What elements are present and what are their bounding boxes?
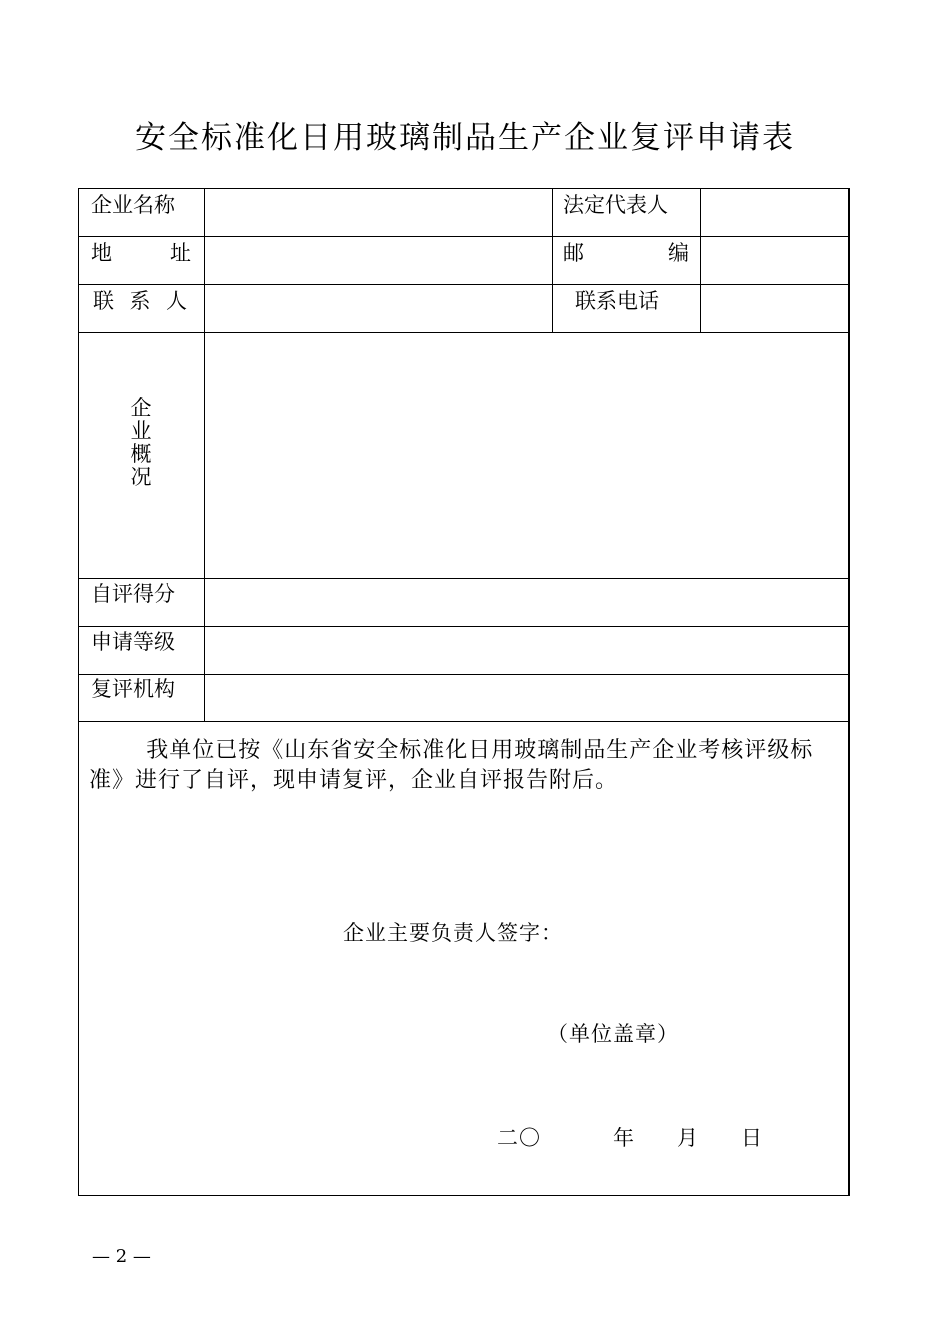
company-name-label: 企业名称: [91, 193, 175, 217]
company-name-field[interactable]: [205, 189, 551, 235]
application-form-table: [78, 188, 850, 1196]
signature-field[interactable]: [579, 907, 809, 947]
date-day-label: 日: [741, 1126, 763, 1150]
column-divider: [552, 189, 553, 332]
legal-representative-field[interactable]: [701, 189, 849, 235]
address-field[interactable]: [205, 237, 551, 283]
contact-person-field[interactable]: [205, 285, 551, 331]
declaration-section: [79, 722, 849, 1194]
self-score-label: 自评得分: [91, 582, 175, 606]
address-label: 地 址: [91, 241, 191, 265]
phone-label: 联系电话: [575, 289, 659, 313]
company-overview-label: 企 业 概 况: [130, 396, 152, 489]
date-prefix: 二〇: [497, 1126, 541, 1150]
signature-label: 企业主要负责人签字：: [343, 921, 563, 945]
postcode-label: 邮 编: [563, 241, 689, 265]
self-score-field[interactable]: [205, 579, 849, 625]
form-title: 安全标准化日用玻璃制品生产企业复评申请表: [135, 120, 795, 156]
apply-level-field[interactable]: [205, 627, 849, 673]
phone-field[interactable]: [701, 285, 849, 331]
page-number: — 2 —: [92, 1246, 151, 1267]
date-year-label: 年: [613, 1126, 635, 1150]
stamp-label: （单位盖章）: [547, 1022, 679, 1046]
declaration-text: 我单位已按《山东省安全标准化日用玻璃制品生产企业考核评级标准》进行了自评，现申请复评，企业自评报告附后。: [89, 738, 814, 793]
date-month-label: 月: [677, 1126, 699, 1150]
company-overview-field[interactable]: [205, 333, 849, 577]
postcode-field[interactable]: [701, 237, 849, 283]
contact-person-label: 联 系 人: [93, 289, 187, 313]
legal-representative-label: 法定代表人: [563, 193, 668, 217]
review-org-label: 复评机构: [91, 677, 175, 701]
review-org-field[interactable]: [205, 675, 849, 720]
apply-level-label: 申请等级: [91, 630, 175, 654]
